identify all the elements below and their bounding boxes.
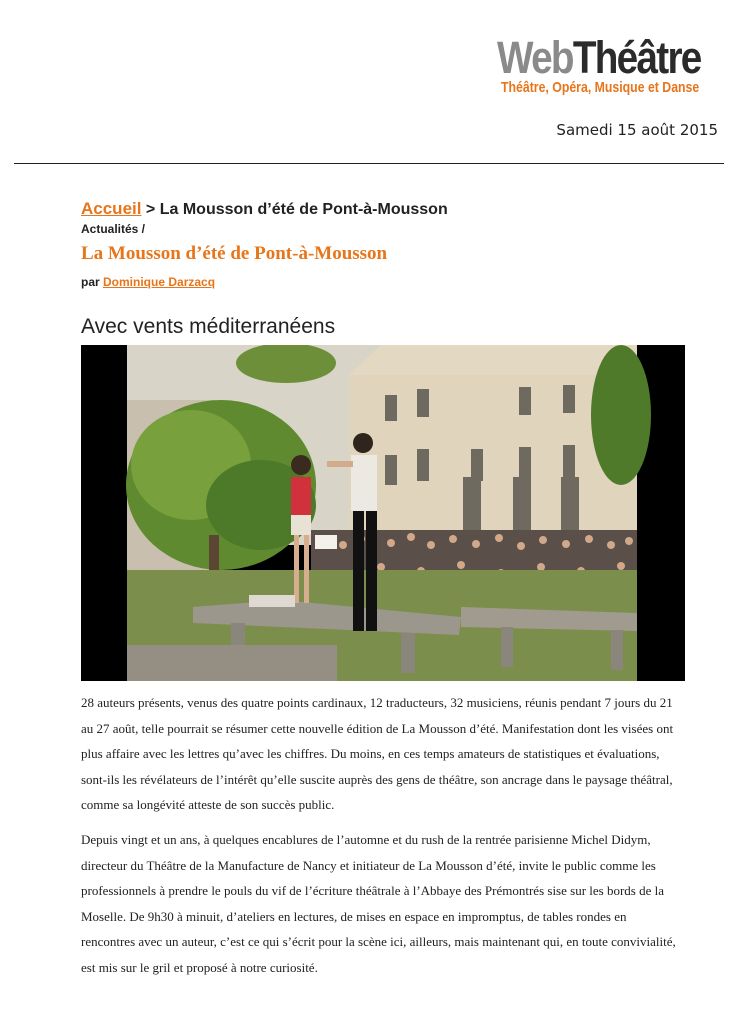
- header-divider: [14, 163, 724, 164]
- article-headline: Avec vents méditerranéens: [81, 315, 336, 338]
- article-byline: [81, 275, 215, 289]
- logo-wordmark: [497, 32, 701, 83]
- breadcrumb-current: La Mousson d’été de Pont-à-Mousson: [159, 201, 448, 218]
- article-paragraph-2: Depuis vingt et un ans, à quelques encablures de l’automne et du rush de la rentrée parisienne Michel Didym, directeur du Théâtre de la Manufacture de Nancy et initiateur de La Mousson d’été, invite le public comme les professionnels à prendre le pouls du vif de l’écriture théâtrale à l’Abbaye des Prémontrés sise sur les bords de la Moselle. De 9h30 à minuit, d’ateliers en lectures, de mises en espace en impromptus, de tables rondes en rencontres avec un auteur, c’est ce qui s’écrit pour la scène ici, ailleurs, mais maintenant qui, en toute convivialité, est mis sur le gril et proposé à notre curiosité.: [81, 832, 676, 975]
- article-paragraph-1: 28 auteurs présents, venus des quatre points cardinaux, 12 traducteurs, 32 musiciens, réunis pendant 7 jours du 21 au 27 août, telle pourrait se résumer cette nouvelle édition de La Mousson d’été. Manifestation dont les visées ont plus affaire avec les lettres qu’avec les chiffres. Du moins, en ces temps amateurs de statistiques et évaluations, sont-ils les révélateurs de l’intérêt qu’elle suscite auprès des gens de théâtre, son ancrage dans le paysage théâtral, comme sa longévité atteste de son succès public.: [81, 695, 674, 812]
- breadcrumb-home-link[interactable]: Accueil: [81, 199, 142, 218]
- logo-web: Web: [497, 32, 573, 83]
- article-section: Actualités /: [81, 222, 146, 236]
- author-prefix: par: [81, 275, 104, 289]
- breadcrumb-separator: >: [141, 201, 160, 218]
- breadcrumb: [81, 199, 448, 219]
- author-link[interactable]: Dominique Darzacq: [103, 275, 216, 289]
- logo-theatre: Théâtre: [572, 32, 701, 83]
- page-date: Samedi 15 août 2015: [556, 121, 718, 139]
- site-logo[interactable]: [497, 34, 717, 104]
- article-title: La Mousson d’été de Pont-à-Mousson: [81, 243, 388, 264]
- article-photo: [81, 345, 685, 681]
- logo-tagline: Théâtre, Opéra, Musique et Danse: [501, 79, 700, 96]
